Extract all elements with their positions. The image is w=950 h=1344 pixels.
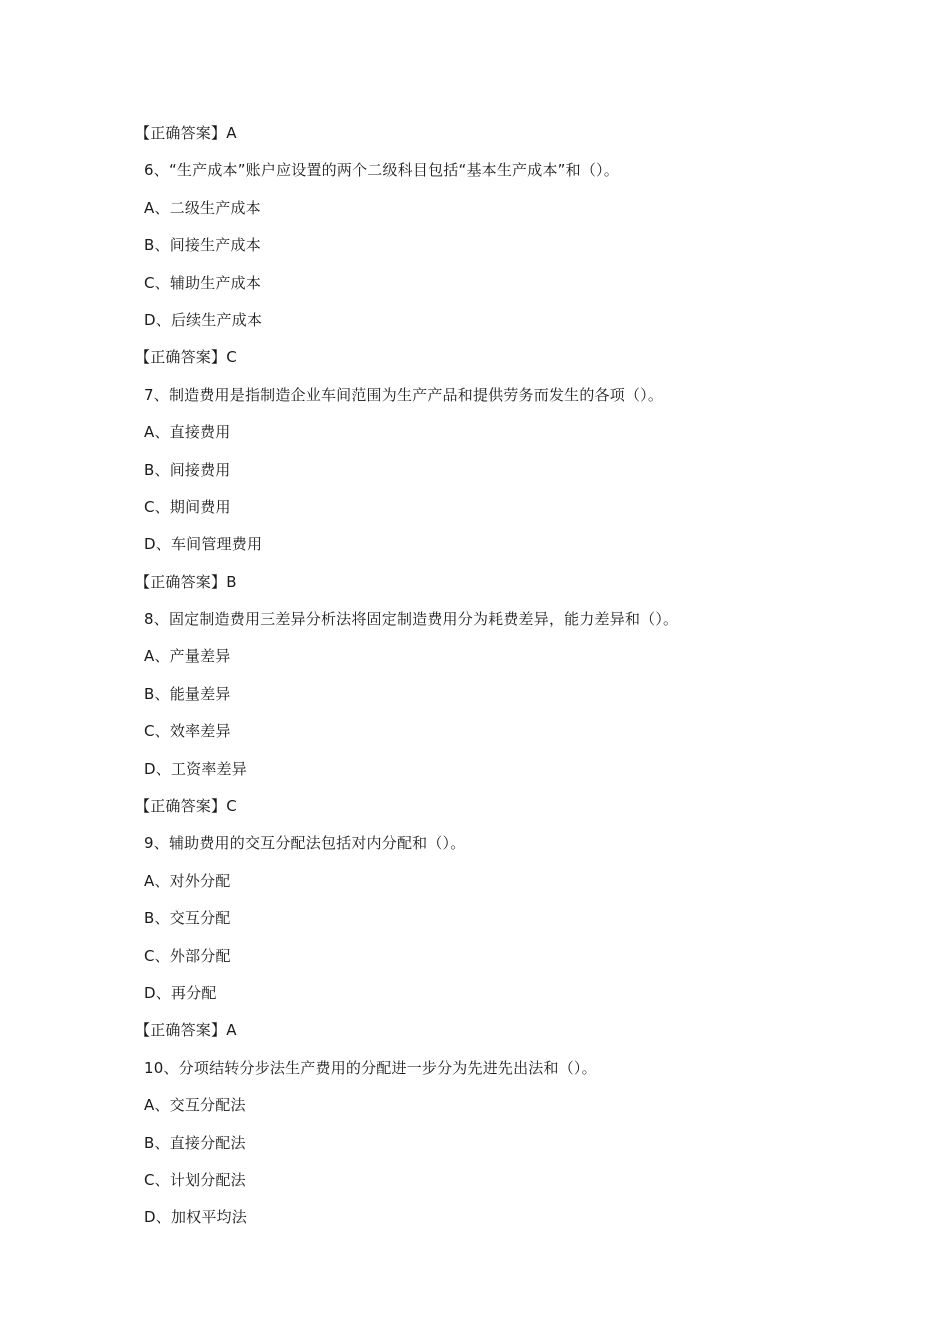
answer-option: A、交互分配法 [144, 1096, 246, 1115]
question-text: 6、“生产成本”账户应设置的两个二级科目包括“基本生产成本”和（）。 [144, 161, 619, 180]
answer-option: C、辅助生产成本 [144, 273, 262, 292]
answer-option: D、后续生产成本 [144, 310, 263, 329]
answer-option: A、产量差异 [144, 647, 231, 666]
answer-option: D、再分配 [144, 983, 217, 1002]
answer-option: B、直接分配法 [144, 1133, 246, 1152]
answer-option: C、外部分配 [144, 946, 231, 965]
question-text: 10、分项结转分步法生产费用的分配进一步分为先进先出法和（）。 [144, 1058, 597, 1077]
question-text: 7、制造费用是指制造企业车间范围为生产产品和提供劳务而发生的各项（）。 [144, 385, 664, 404]
correct-answer-line: 【正确答案】C [135, 348, 237, 367]
answer-option: B、间接生产成本 [144, 236, 261, 255]
answer-option: C、计划分配法 [144, 1170, 246, 1189]
correct-answer-line: 【正确答案】A [135, 124, 237, 142]
answer-option: B、间接费用 [144, 460, 231, 479]
question-text: 8、固定制造费用三差异分析法将固定制造费用分为耗费差异，能力差异和（）。 [144, 610, 679, 629]
answer-option: A、二级生产成本 [144, 198, 261, 217]
question-text: 9、辅助费用的交互分配法包括对内分配和（）。 [144, 834, 466, 853]
answer-option: D、车间管理费用 [144, 535, 263, 554]
document-body [135, 115, 824, 1237]
answer-option: A、直接费用 [144, 423, 231, 442]
answer-option: D、加权平均法 [144, 1208, 247, 1227]
correct-answer-line: 【正确答案】A [135, 1021, 237, 1040]
answer-option: D、工资率差异 [144, 759, 247, 778]
answer-option: B、交互分配 [144, 909, 231, 928]
answer-option: C、期间费用 [144, 497, 231, 516]
answer-option: C、效率差异 [144, 722, 231, 741]
answer-option: A、对外分配 [144, 871, 231, 890]
correct-answer-line: 【正确答案】B [135, 572, 237, 591]
correct-answer-line: 【正确答案】C [135, 797, 237, 816]
answer-option: B、能量差异 [144, 684, 231, 703]
